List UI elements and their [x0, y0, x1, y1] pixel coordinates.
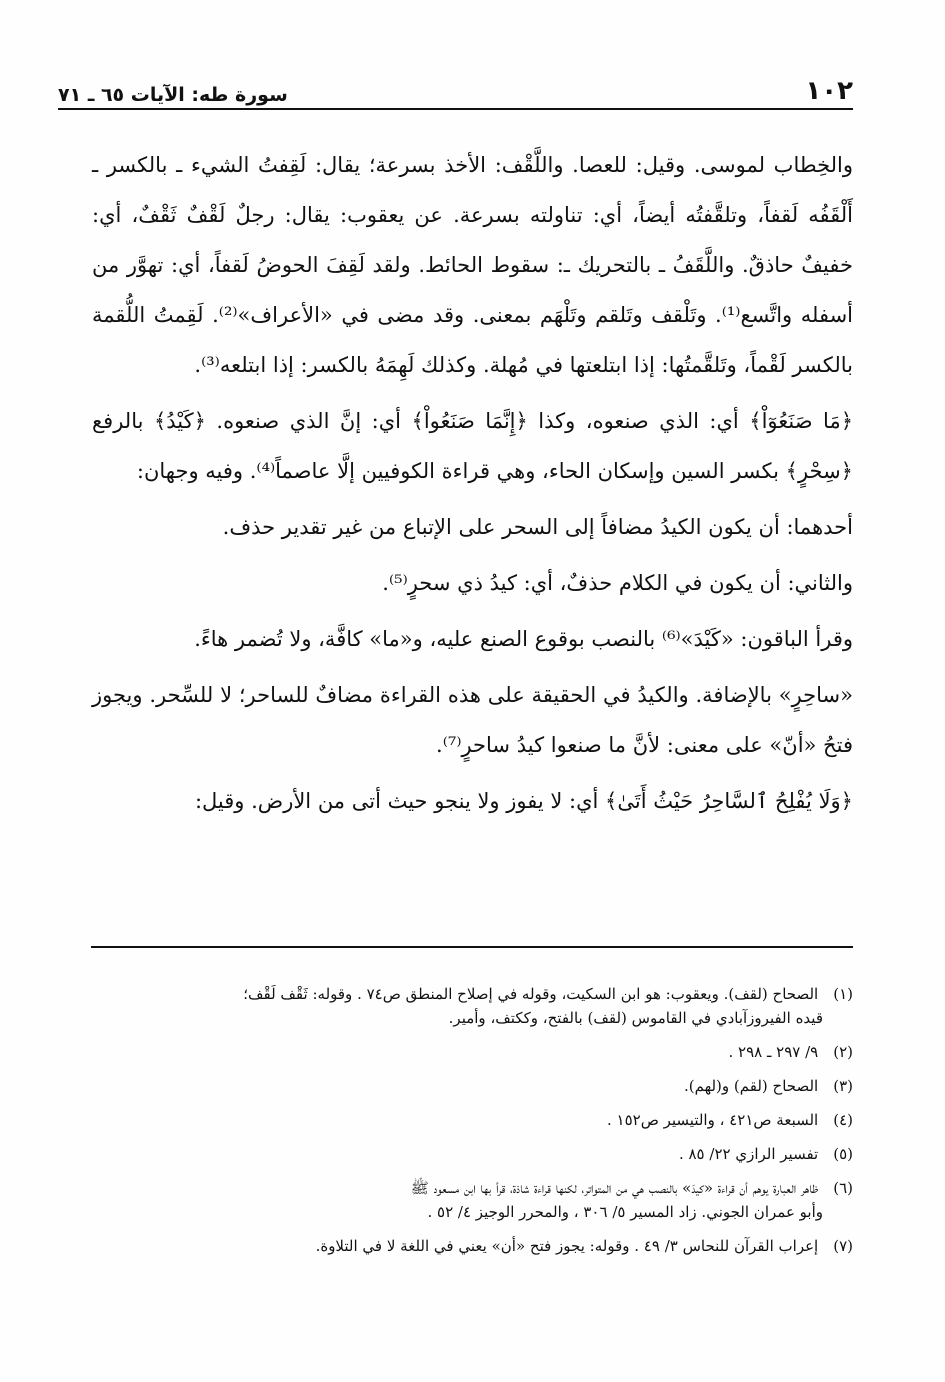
footnote-2 — [70, 1040, 853, 1064]
footnote-number: (٤) — [833, 1111, 853, 1129]
footnote-5 — [70, 1142, 853, 1166]
footnote-text: ظاهر العبارة يوهم أن قراءة «كيدَ» بالنصب هي من المتواتر، لكنها قراءة شاذة، قرأ بها ابن مسعود ﷺ — [410, 1179, 819, 1197]
footnote-7 — [70, 1234, 853, 1258]
footnote-number: (٦) — [833, 1179, 853, 1197]
footnote-text: الصحاح (لقم) و(لهم). — [683, 1077, 819, 1095]
footnote-1 — [70, 982, 853, 1030]
footnote-4 — [70, 1108, 853, 1132]
paragraph-sahir: «ساحِرٍ» بالإضافة. والكيدُ في الحقيقة على هذه القراءة مضافٌ للساحر؛ لا للسِّحر. ويجوز فتحُ «أنّ» على معنى: لأنَّ ما صنعوا كيدُ ساحرٍ⁽⁷⁾. — [92, 683, 853, 757]
footnote-6 — [70, 1176, 853, 1224]
paragraph-verse-wala-yuflih: ﴿وَلَا يُفْلِحُ ٱلسَّاحِرُ حَيْثُ أَتَىٰ﴾ أي: لا يفوز ولا ينجو حيث أتى من الأرض. وقيل: — [194, 789, 853, 813]
paragraph-other-readers: وقرأ الباقون: «كَيْدَ»⁽⁶⁾ بالنصب بوقوع الصنع عليه، و«ما» كافَّة، ولا تُضمر هاءً. — [194, 627, 853, 651]
footnote-separator — [91, 946, 853, 948]
footnote-number: (٥) — [833, 1145, 853, 1163]
footnotes — [70, 982, 853, 1268]
footnote-number: (٢) — [833, 1043, 853, 1061]
paragraph-readings: ﴿مَا صَنَعُوٓاْ﴾ أي: الذي صنعوه، وكذا ﴿إِنَّمَا صَنَعُواْ﴾ أي: إنَّ الذي صنعوه. ﴿كَيْدُ﴾ بالرفع ﴿سِحْرٍ﴾ بكسر السين وإسكان الحاء، وهي قراءة الكوفيين إلَّا عاصماً⁽⁴⁾. وفيه وجهان: — [92, 409, 853, 483]
footnote-text: تفسير الرازي ٢٢/ ٨٥ . — [678, 1145, 819, 1163]
footnote-number: (١) — [833, 985, 853, 1003]
footnote-text: ٩/ ٢٩٧ ـ ٢٩٨ . — [728, 1043, 819, 1061]
header-rule — [58, 108, 853, 110]
running-title: سورة طه: الآيات ٦٥ ـ ٧١ — [58, 84, 288, 106]
main-text — [92, 140, 853, 832]
footnote-text: إعراب القرآن للنحاس ٣/ ٤٩ . وقوله: يجوز فتح «أن» يعني في اللغة لا في التلاوة. — [315, 1237, 819, 1255]
page-header — [58, 66, 853, 106]
footnote-number: (٣) — [833, 1077, 853, 1095]
footnote-continuation: وأبو عمران الجوني. زاد المسير ٥/ ٣٠٦ ، والمحرر الوجيز ٤/ ٥٢ . — [427, 1203, 823, 1221]
paragraph-second-aspect: والثاني: أن يكون في الكلام حذفٌ، أي: كيدُ ذي سحرٍ⁽⁵⁾. — [382, 571, 853, 595]
footnote-text: السبعة ص٤٢١ ، والتيسير ص١٥٢ . — [607, 1111, 819, 1129]
footnote-text: الصحاح (لقف). ويعقوب: هو ابن السكيت، وقوله في إصلاح المنطق ص٧٤ . وقوله: ثَقْف لَقْف؛ — [243, 985, 819, 1003]
paragraph-first-aspect: أحدهما: أن يكون الكيدُ مضافاً إلى السحر على الإتباع من غير تقدير حذف. — [222, 515, 853, 539]
footnote-continuation: قيده الفيروزآبادي في القاموس (لقف) بالفتح، وككتف، وأمير. — [448, 1009, 823, 1027]
page-number: ١٠٢ — [805, 76, 853, 106]
paragraph-lexical-note: والخِطاب لموسى. وقيل: للعصا. واللَّقْف: الأخذ بسرعة؛ يقال: لَقِفتُ الشيء ـ بالكسر ـ أَلْقَفُه لَقفاً، وتلقَّفتُه أيضاً، أي: تناولته بسرعة. عن يعقوب: يقال: رجلٌ لَقْفٌ ثَقْفٌ، أي: خفيفٌ حاذقٌ. واللَّقَفُ ـ بالتحريك ـ: سقوط الحائط. ولقد لَقِفَ الحوضُ لَقفاً، أي: تهوَّر من أسفله واتَّسع⁽¹⁾. وتَلْقف وتَلقم وتَلْهَم بمعنى. وقد مضى في «الأعراف»⁽²⁾. لَقِمتُ اللُّقمة بالكسر لَقْماً، وتَلقَّمتُها: إذا ابتلعتها في مُهلة. وكذلك لَهِمَهُ بالكسر: إذا ابتلعه⁽³⁾. — [92, 153, 853, 377]
footnote-number: (٧) — [833, 1237, 853, 1255]
footnote-3 — [70, 1074, 853, 1098]
